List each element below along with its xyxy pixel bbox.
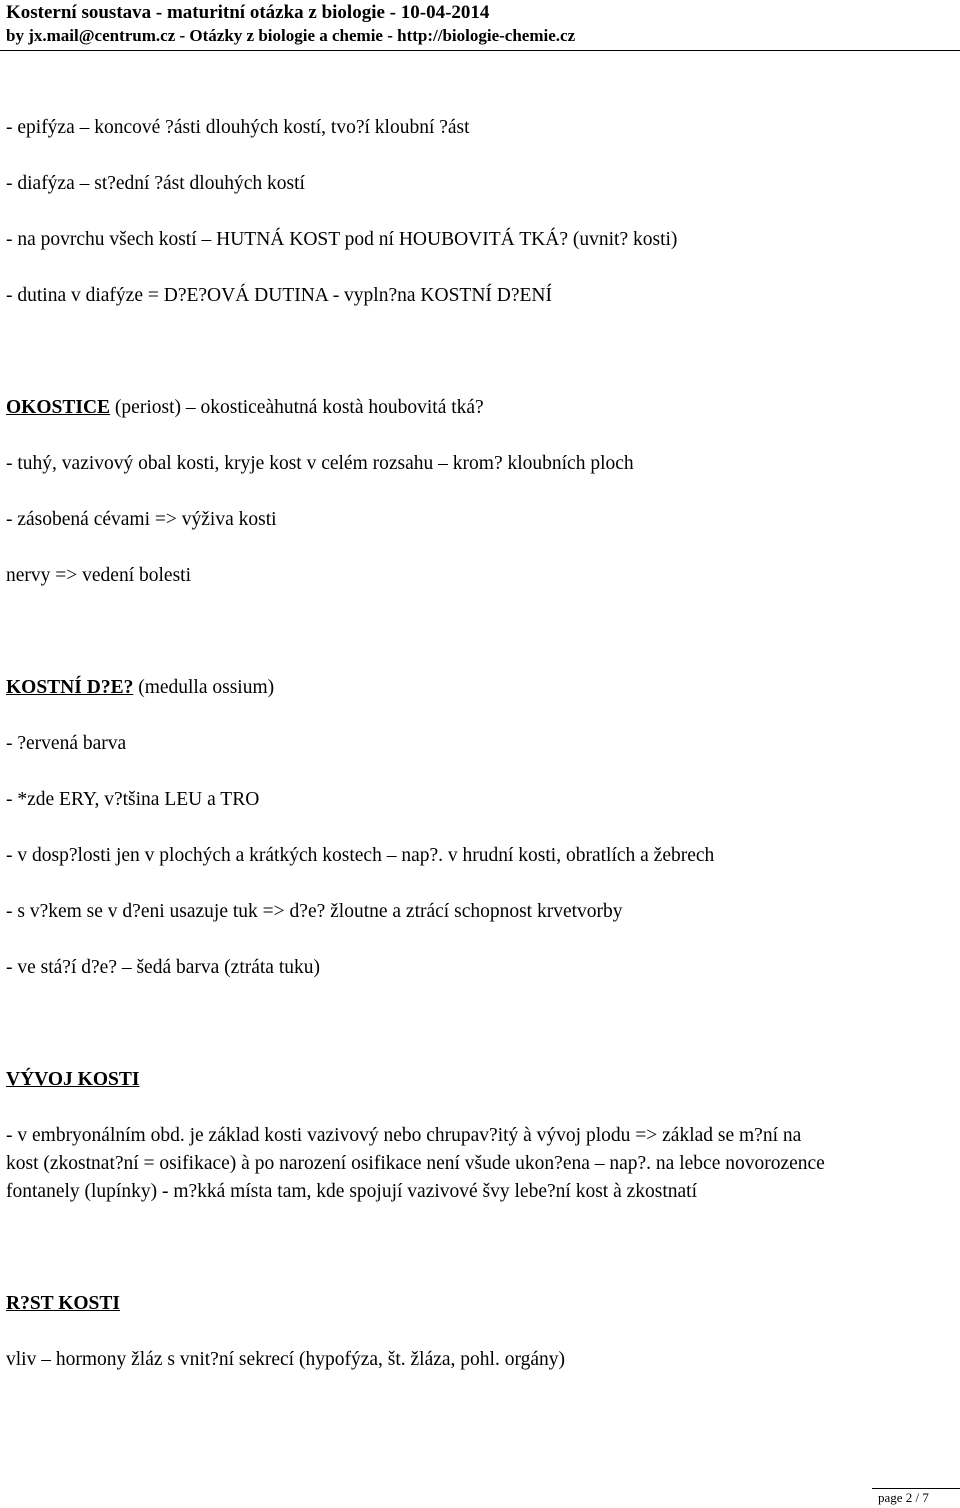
text-line: - ?ervená barva: [6, 733, 127, 754]
text-line: - ve stá?í d?e? – šedá barva (ztráta tuku): [6, 957, 320, 978]
page-header: [0, 0, 960, 50]
page-number: page 2 / 7: [878, 1490, 929, 1505]
text-line: - dutina v diafýze = D?E?OVÁ DUTINA - vypln?na KOSTNÍ D?ENÍ: [6, 285, 553, 306]
text-line: - na povrchu všech kostí – HUTNÁ KOST pod ní HOUBOVITÁ TKÁ? (uvnit? kosti): [6, 229, 678, 250]
text-line: nervy => vedení bolesti: [6, 565, 191, 586]
text-line: - *zde ERY, v?tšina LEU a TRO: [6, 789, 260, 810]
text-line: vliv – hormony žláz s vnit?ní sekrecí (hypofýza, št. žláza, pohl. orgány): [6, 1349, 566, 1370]
text-line: - zásobená cévami => výživa kosti: [6, 509, 277, 530]
document-byline: by jx.mail@centrum.cz - Otázky z biologie a chemie - http://biologie-chemie.cz: [6, 26, 576, 45]
text-line: fontanely (lupínky) - m?kká místa tam, kde spojují vazivové švy lebe?ní kost à zkostnatí: [6, 1181, 698, 1202]
section-heading: OKOSTICE: [6, 397, 111, 418]
header-divider: [0, 50, 960, 51]
section-heading: VÝVOJ KOSTI: [6, 1069, 140, 1090]
heading-description: (periost) – okosticeàhutná kostà houbovitá tká?: [110, 397, 484, 418]
section-heading: KOSTNÍ D?E?: [6, 677, 134, 698]
footer-divider: [872, 1488, 960, 1489]
text-line: - s v?kem se v d?eni usazuje tuk => d?e? žloutne a ztrácí schopnost krvetvorby: [6, 901, 623, 922]
text-line: - epifýza – koncové ?ásti dlouhých kostí, tvo?í kloubní ?ást: [6, 117, 470, 138]
document-title: Kosterní soustava - maturitní otázka z biologie - 10-04-2014: [6, 2, 490, 23]
text-line: - tuhý, vazivový obal kosti, kryje kost v celém rozsahu – krom? kloubních ploch: [6, 453, 634, 474]
text-line: - v embryonálním obd. je základ kosti vazivový nebo chrupav?itý à vývoj plodu => základ se m?ní na: [6, 1125, 802, 1146]
text-line: - diafýza – st?ední ?ást dlouhých kostí: [6, 173, 305, 194]
section-heading: R?ST KOSTI: [6, 1293, 120, 1314]
heading-description: (medulla ossium): [133, 677, 275, 698]
text-line: kost (zkostnat?ní = osifikace) à po narození osifikace není všude ukon?ena – nap?. na lebce novorozence: [6, 1153, 825, 1174]
marrow-heading-line: [6, 675, 274, 701]
periosteum-heading-line: [6, 395, 484, 421]
text-line: - v dosp?losti jen v plochých a krátkých kostech – nap?. v hrudní kosti, obratlích a žebrech: [6, 845, 715, 866]
